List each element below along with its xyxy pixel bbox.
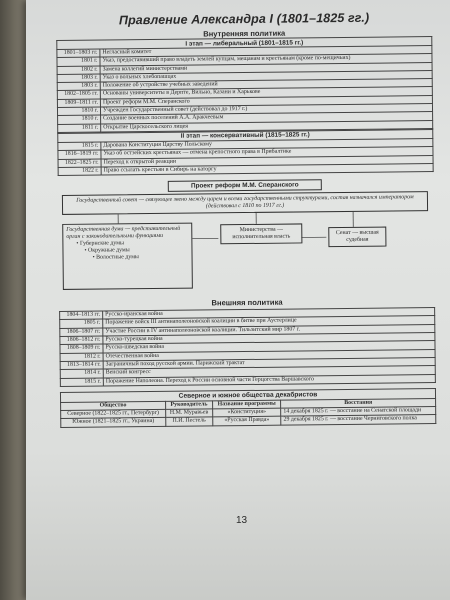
row-date: 1812 г.	[60, 353, 103, 362]
row-date: 1809–1811 гг.	[57, 99, 100, 108]
diagram-arrows	[58, 178, 435, 294]
cell-leader: Н.М. Муравьев	[166, 409, 213, 418]
row-event: Открытие Царскосельского лицея	[101, 120, 433, 132]
row-date: 1806–1807 гг.	[60, 328, 103, 337]
duma-item: • Волостные думы	[92, 254, 139, 261]
cell-program: «Русская Правда»	[213, 417, 281, 426]
cell-leader: П.И. Пестель	[166, 417, 213, 426]
row-event: Положение об устройстве учебных заведений	[100, 79, 432, 91]
row-date: 1814 г.	[60, 369, 103, 378]
row-date: 1808–1809 гг.	[60, 344, 103, 353]
row-event: Учрежден Государственный совет (действовал до 1917 г.)	[100, 104, 432, 116]
row-event: Отечественная война	[103, 349, 435, 361]
row-event: Указ об остзейских крестьянах — отмена крепостного права в Прибалтике	[101, 147, 433, 159]
row-event: Русско-иранская война	[103, 308, 435, 320]
row-date: 1813–1814 гг.	[60, 361, 103, 370]
row-event: Поражение войск III антинаполеоновской коалиции в битве при Аустерлице	[103, 316, 435, 328]
duma-item: • Губернские думы	[76, 240, 124, 247]
page-title: Правление Александра I (1801–1825 гг.)	[118, 10, 370, 28]
row-date: 1816–1819 гг.	[58, 150, 101, 159]
stage1-table	[56, 45, 433, 133]
state-council-box: Государственный совет — связующее звено между царем и всеми государственными структурами, состав назначался императором (действовал с 1810 по 1917 гг.)	[62, 191, 428, 215]
row-date: 1815 г.	[58, 142, 101, 151]
stage1-label: I этап — либеральный (1801–1815 гг.)	[56, 36, 432, 49]
row-event: Указ о вольных хлебопашцах	[100, 70, 432, 82]
row-date: 1815 г.	[60, 378, 103, 387]
stage2-table	[57, 138, 433, 176]
row-date: 1822–1825 гг.	[58, 159, 101, 168]
row-event: Дарована Конституция Царству Польскому	[101, 139, 433, 151]
row-event: Участие России в IV антинаполеоновской коалиции. Тильзитский мир 1807 г.	[103, 324, 435, 336]
page-number: 13	[236, 515, 248, 526]
row-event: Указ, предоставивший право владеть землей купцам, мещанам и крестьянам (кроме по-мещичьих)	[100, 54, 432, 66]
column-header: Общество	[61, 401, 166, 410]
row-date: 1810 г.	[58, 115, 101, 124]
row-event: Замена коллегий министерствами	[100, 62, 432, 74]
row-date: 1805 г.	[60, 319, 103, 328]
row-event: Заграничный поход русской армии. Парижский трактат	[103, 357, 435, 369]
row-event: Основаны университеты в Дерпте, Вильно, Казани и Харькове	[100, 87, 432, 99]
row-event: Поражение Наполеона. Переход к России основной части Герцогства Варшавского	[103, 374, 435, 386]
cell-program: «Конституция»	[213, 408, 281, 417]
row-date: 1802 г.	[57, 66, 100, 75]
row-date: 1803 г.	[57, 74, 100, 83]
row-date: 1806–1812 гг.	[60, 336, 103, 345]
cell-society: Северное (1822–1825 гг., Петербург)	[61, 409, 166, 418]
page-content	[56, 10, 437, 454]
row-date: 1801 г.	[57, 57, 100, 66]
duma-title: Государственная дума — представительный орган с законодательными функциями	[66, 225, 181, 241]
column-header: Восстания	[281, 398, 436, 408]
row-date: 1811 г.	[58, 124, 101, 133]
speransky-diagram	[58, 178, 435, 294]
cell-uprising: 29 декабря 1825 г. — восстание Черниговского полка	[281, 415, 436, 425]
row-event: Переход к открытой реакции	[101, 155, 433, 167]
senate-box: Сенат — высшая судебная	[328, 227, 386, 248]
foreign-table	[59, 307, 436, 387]
row-event: Создание военных поселений А.А. Аракчеевым	[101, 112, 433, 124]
row-event: Негласный комитет	[100, 46, 432, 58]
duma-item: • Окружные думы	[84, 247, 130, 254]
ministries-box: Министерства — исполнительная власть	[220, 224, 302, 245]
book-page	[26, 0, 450, 600]
cell-society: Южное (1821–1825 гг., Украина)	[61, 418, 166, 427]
row-event: Венский конгресс	[103, 366, 435, 378]
decembrists-table	[60, 398, 436, 428]
row-event: Русско-шведская война	[103, 341, 435, 353]
row-date: 1822 г.	[58, 167, 101, 176]
speransky-heading: Проект реформ М.М. Сперанского	[168, 179, 322, 192]
column-header: Название программы	[212, 400, 280, 409]
row-date: 1801–1803 гг.	[57, 49, 100, 58]
row-event: Проект реформ М.М. Сперанского	[100, 95, 432, 107]
domestic-heading: Внутренняя политика	[203, 28, 286, 39]
row-date: 1810 г.	[57, 107, 100, 116]
foreign-heading: Внешняя политика	[211, 297, 283, 308]
column-header: Руководитель	[165, 401, 212, 410]
row-date: 1802–1805 гг.	[57, 91, 100, 100]
row-date: 1804–1813 гг.	[60, 311, 103, 320]
stage2-label: II этап — консервативный (1815–1825 гг.)	[57, 129, 433, 142]
row-event: Русско-турецкая война	[103, 333, 435, 345]
decembrists-heading: Северное и южное общества декабристов	[60, 388, 436, 402]
cell-uprising: 14 декабря 1825 г. — восстание на Сенатской площади	[281, 407, 436, 417]
row-event: Право ссылать крестьян в Сибирь на каторгу	[101, 163, 433, 175]
row-date: 1803 г.	[57, 82, 100, 91]
